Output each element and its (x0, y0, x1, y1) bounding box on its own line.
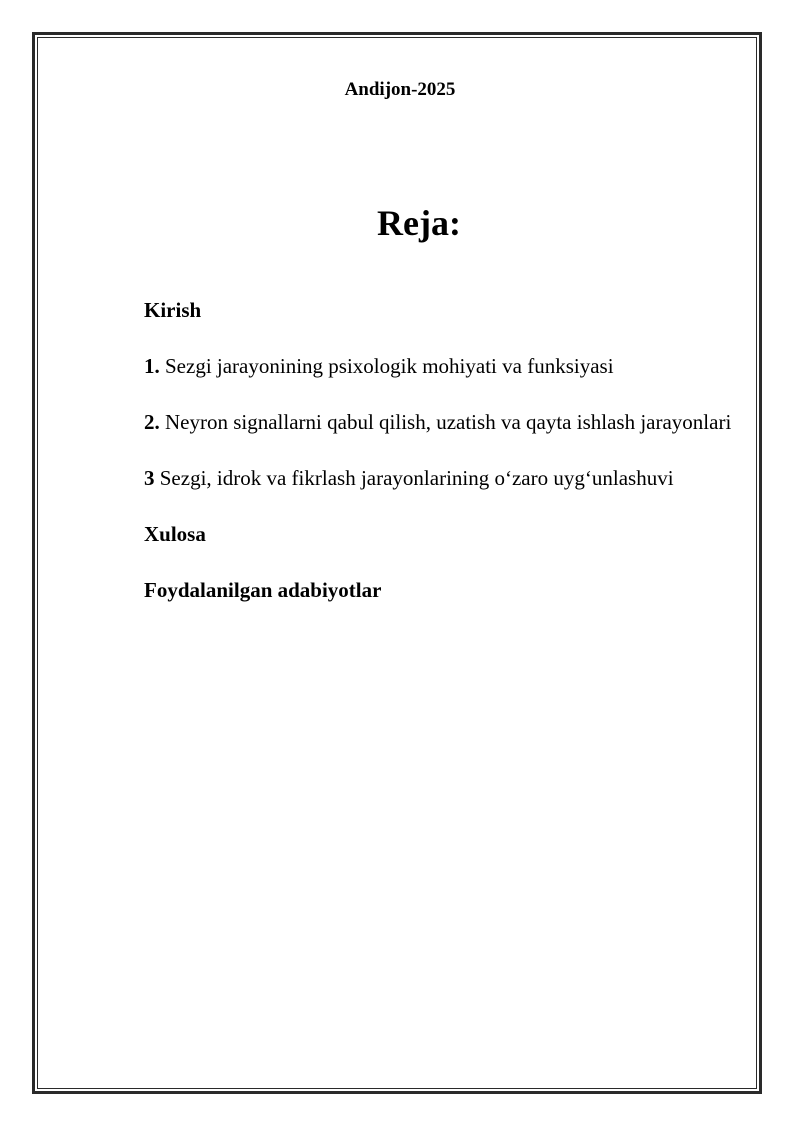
plan-title: Reja: (377, 203, 461, 243)
toc-conclusion: Xulosa (144, 522, 206, 546)
city-year-heading: Andijon-2025 (344, 79, 456, 100)
toc-item-3-text: Sezgi, idrok va fikrlash jarayonlarining o‘zaro uyg‘unlashuvi (159, 466, 674, 490)
toc-item-1-number: 1. (144, 354, 160, 378)
toc-intro: Kirish (144, 298, 202, 322)
toc-item-3 (118, 450, 742, 506)
toc-item-1-text: Sezgi jarayonining psixologik mohiyati va funksiyasi (165, 354, 614, 378)
toc-references: Foydalanilgan adabiyotlar (144, 578, 382, 602)
toc-item-3-number: 3 (144, 466, 155, 490)
toc-item-2-text: Neyron signallarni qabul qilish, uzatish va qayta ishlash jarayonlari (165, 410, 732, 434)
toc-item-2 (118, 394, 742, 450)
toc-item-2-number: 2. (144, 410, 160, 434)
toc-item-1 (118, 338, 742, 394)
table-of-contents (118, 282, 742, 618)
